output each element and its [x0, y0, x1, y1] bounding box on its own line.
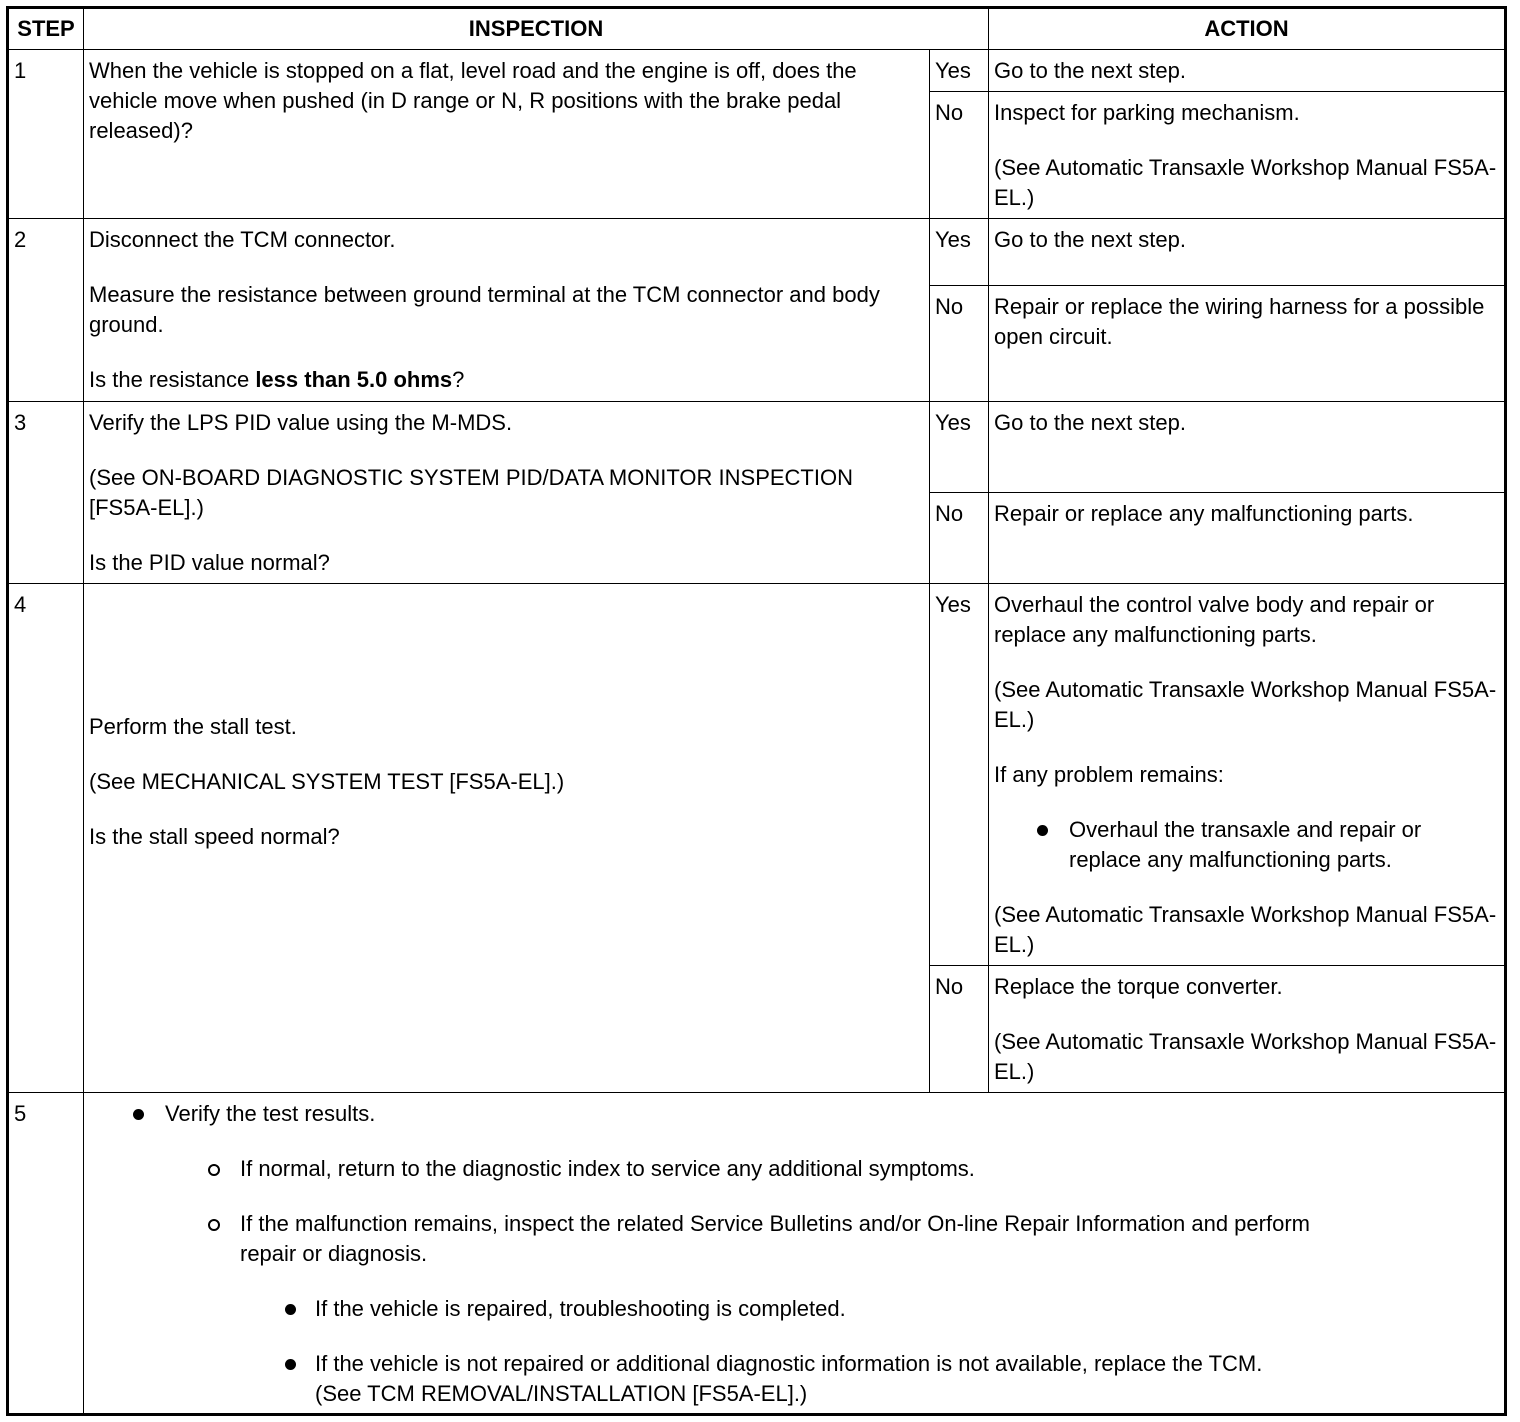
step-5-subsub-ref: (See TCM REMOVAL/INSTALLATION [FS5A-EL].) — [315, 1381, 808, 1406]
step-2-inspection — [84, 219, 930, 402]
step-5-subsub-item — [89, 1349, 1499, 1409]
step-4-yes-action-ref: (See Automatic Transaxle Workshop Manual FS5A-EL.) — [994, 677, 1497, 732]
step-1-no-action — [989, 92, 1506, 219]
step-1-yes-label: Yes — [930, 50, 989, 92]
step-5-subsub-text: If the vehicle is not repaired or additional diagnostic information is not available, replace the TCM. — [315, 1351, 1263, 1376]
step-4-inspection-question: Is the stall speed normal? — [89, 823, 340, 849]
step-1-no-action-ref: (See Automatic Transaxle Workshop Manual FS5A-EL.) — [994, 155, 1497, 210]
step-2-inspection-measure: Measure the resistance between ground terminal at the TCM connector and body ground. — [89, 282, 880, 337]
step-4-inspection — [84, 584, 930, 1093]
step-3-no-action — [989, 493, 1506, 584]
step-2-no-label: No — [930, 286, 989, 402]
step-2-yes-row — [8, 219, 1506, 286]
step-3-number: 3 — [8, 402, 84, 584]
header-step: STEP — [8, 8, 84, 50]
step-3-inspection — [84, 402, 930, 584]
step-1-no-action-text: Inspect for parking mechanism. — [994, 100, 1300, 125]
step-3-yes-action — [989, 402, 1506, 493]
step-3-inspection-ref: (See ON-BOARD DIAGNOSTIC SYSTEM PID/DATA MONITOR INSPECTION [FS5A-EL].) — [89, 465, 853, 520]
step-3-inspection-text: Verify the LPS PID value using the M-MDS. — [89, 410, 513, 435]
step-5-bullet — [89, 1099, 1499, 1129]
step-2-question-suffix: ? — [452, 367, 465, 392]
step-2-yes-action-text: Go to the next step. — [994, 227, 1187, 252]
step-3-no-action-text: Repair or replace any malfunctioning parts. — [994, 501, 1414, 526]
step-4-no-action — [989, 966, 1506, 1093]
step-4-yes-bullet-text: Overhaul the transaxle and repair or replace any malfunctioning parts. — [1069, 817, 1422, 872]
step-5-sub-item — [89, 1209, 1499, 1269]
step-4-inspection-text: Perform the stall test. — [89, 713, 297, 739]
step-4-yes-action — [989, 584, 1506, 966]
step-2-number: 2 — [8, 219, 84, 402]
step-2-no-action-text: Repair or replace the wiring harness for a possible open circuit. — [994, 294, 1485, 349]
bullet-icon — [133, 1109, 144, 1120]
step-4-inspection-spacer — [89, 877, 924, 967]
step-4-yes-row — [8, 584, 1506, 966]
step-1-number: 1 — [8, 50, 84, 219]
bullet-icon — [285, 1359, 296, 1370]
step-3-no-label: No — [930, 493, 989, 584]
step-5-sub-text: If normal, return to the diagnostic index to service any additional symptoms. — [240, 1156, 975, 1181]
step-5-sub-text: If the malfunction remains, inspect the related Service Bulletins and/or On-line Repair Information and perform repair or diagnosis. — [240, 1211, 1310, 1266]
step-2-question-prefix: Is the resistance — [89, 367, 256, 392]
step-2-yes-action — [989, 219, 1506, 286]
step-1-yes-action-text: Go to the next step. — [994, 58, 1187, 83]
troubleshooting-table — [6, 6, 1507, 1416]
header-inspection: INSPECTION — [84, 8, 989, 50]
step-5-subsub-text: If the vehicle is repaired, troubleshooting is completed. — [315, 1296, 846, 1321]
bullet-icon — [285, 1304, 296, 1315]
circle-bullet-icon — [208, 1219, 220, 1231]
step-5-bullet-text: Verify the test results. — [165, 1101, 376, 1126]
step-4-yes-bullet-item — [994, 815, 1499, 875]
step-1-yes-row — [8, 50, 1506, 92]
step-4-no-action-ref: (See Automatic Transaxle Workshop Manual FS5A-EL.) — [994, 1029, 1497, 1084]
step-4-number: 4 — [8, 584, 84, 1093]
step-4-yes-action-text: Overhaul the control valve body and repair or replace any malfunctioning parts. — [994, 592, 1435, 647]
step-5-sub-item — [89, 1154, 1499, 1184]
step-3-inspection-question: Is the PID value normal? — [89, 550, 330, 575]
step-1-no-label: No — [930, 92, 989, 219]
step-2-inspection-text: Disconnect the TCM connector. — [89, 227, 396, 252]
step-5-row — [8, 1093, 1506, 1415]
header-row — [8, 8, 1506, 50]
step-4-yes-label: Yes — [930, 584, 989, 966]
step-3-yes-row — [8, 402, 1506, 493]
step-5-content — [84, 1093, 1506, 1415]
step-4-yes-action-remains: If any problem remains: — [994, 762, 1224, 787]
step-3-yes-label: Yes — [930, 402, 989, 493]
step-3-yes-action-text: Go to the next step. — [994, 410, 1187, 435]
step-2-inspection-question — [89, 365, 924, 395]
step-5-subsub-item — [89, 1294, 1499, 1324]
bullet-icon — [1037, 825, 1048, 836]
step-1-inspection-text: When the vehicle is stopped on a flat, level road and the engine is off, does the vehicle move when pushed (in D range or N, R positions with the brake pedal released)? — [89, 58, 857, 143]
header-action: ACTION — [989, 8, 1506, 50]
step-4-no-label: No — [930, 966, 989, 1093]
step-4-no-action-text: Replace the torque converter. — [994, 974, 1283, 999]
step-1-yes-action — [989, 50, 1506, 92]
step-2-no-action — [989, 286, 1506, 402]
step-4-yes-action-ref-2: (See Automatic Transaxle Workshop Manual FS5A-EL.) — [994, 902, 1497, 957]
step-4-inspection-ref: (See MECHANICAL SYSTEM TEST [FS5A-EL].) — [89, 768, 565, 794]
step-2-question-bold: less than 5.0 ohms — [255, 367, 453, 392]
step-2-yes-label: Yes — [930, 219, 989, 286]
step-1-inspection — [84, 50, 930, 219]
circle-bullet-icon — [208, 1164, 220, 1176]
step-5-number: 5 — [8, 1093, 84, 1415]
